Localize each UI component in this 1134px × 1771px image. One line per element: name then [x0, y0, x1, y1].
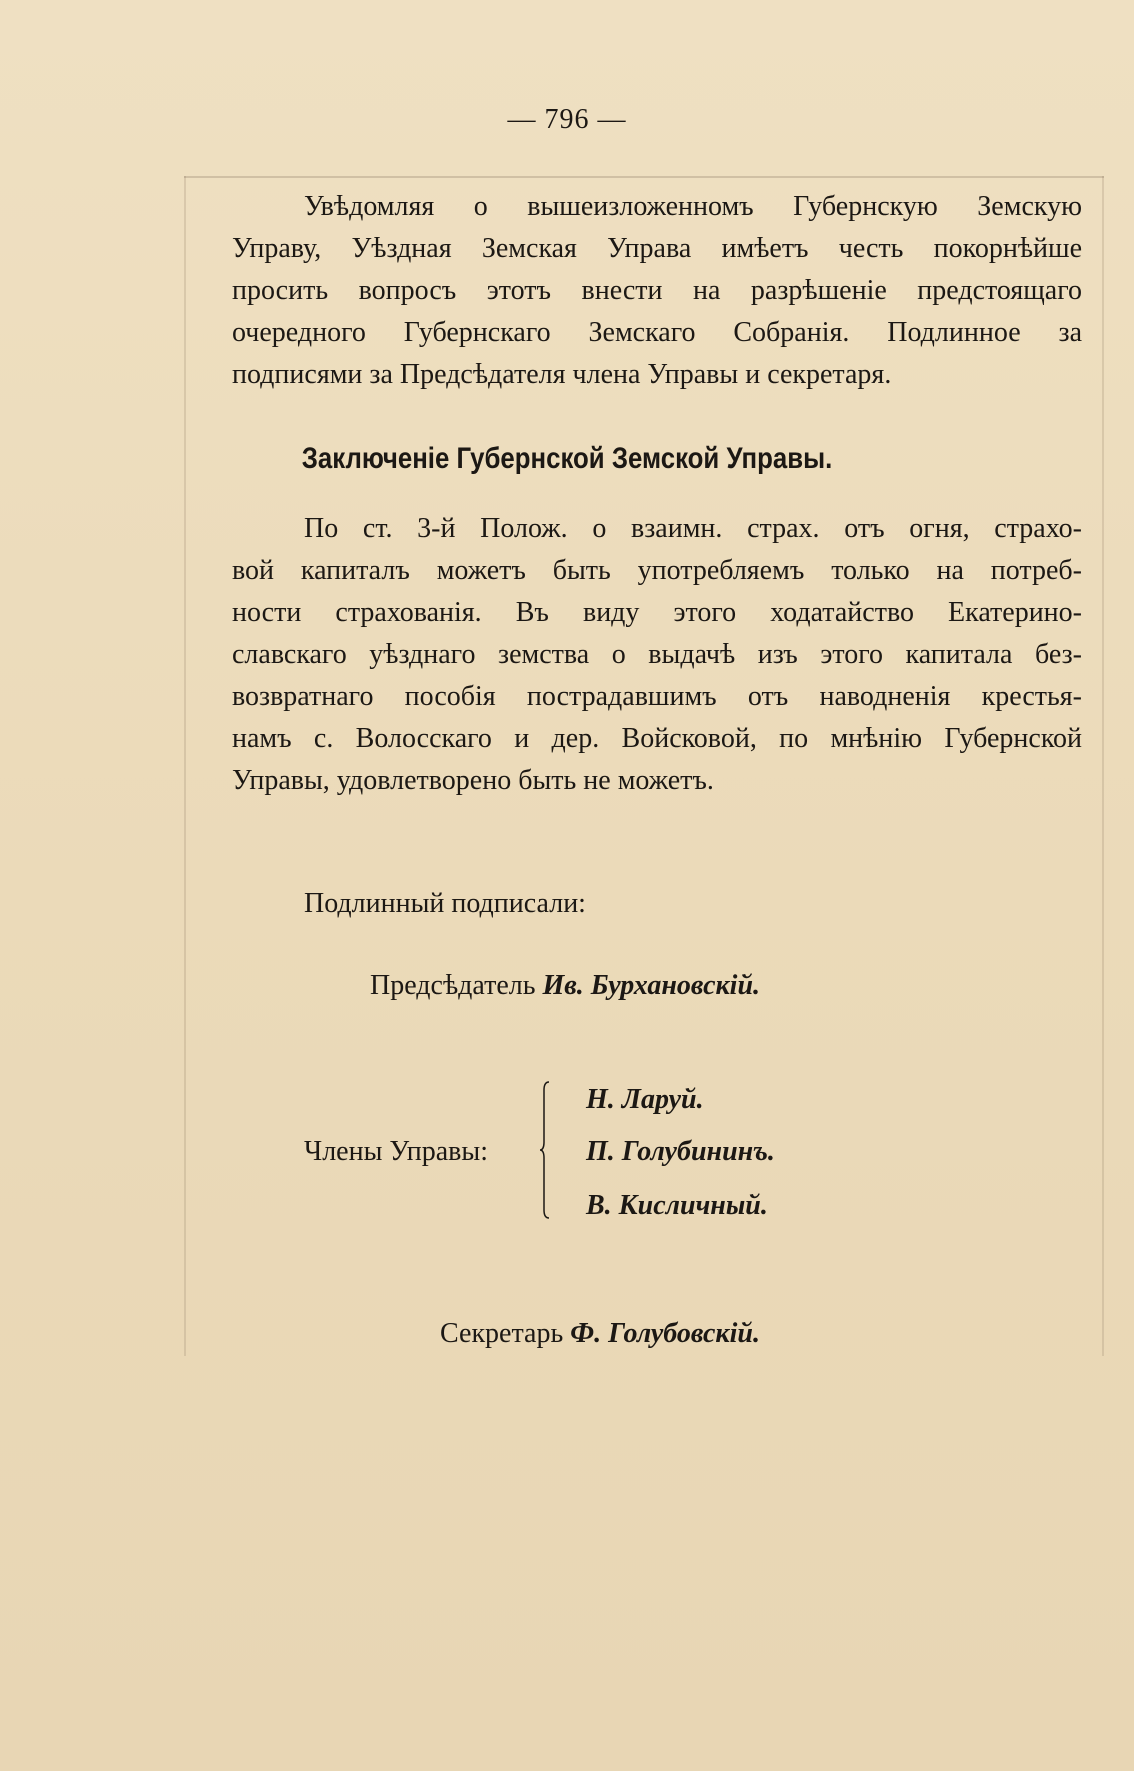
- members-label: Члены Управы:: [304, 1136, 488, 1167]
- curly-brace-icon: [540, 1080, 550, 1220]
- chairman-title: Предсѣдатель: [370, 970, 536, 1001]
- page-rule-top: [184, 176, 1104, 178]
- secretary-name: Ф. Голубовскій.: [570, 1318, 760, 1349]
- secretary-title: Секретарь: [440, 1318, 564, 1349]
- page-rule-right: [1102, 176, 1104, 1356]
- signed-label: Подлинный подписали:: [304, 888, 586, 919]
- paragraph-line: подписями за Предсѣдателя члена Управы и секретаря.: [232, 359, 892, 390]
- paragraph-line: Увѣдомляя о вышеизложенномъ Губернскую Земскую: [304, 191, 1082, 222]
- paragraph-conclusion: [232, 508, 1082, 802]
- secretary-signature: [440, 1318, 760, 1350]
- section-heading: Заключеніе Губернской Земской Управы.: [301, 442, 833, 475]
- chairman-name: Ив. Бурхановскій.: [542, 970, 761, 1001]
- page-rule-left: [184, 176, 186, 1356]
- paragraph-line: Управу, Уѣздная Земская Управа имѣетъ честь покорнѣйше: [232, 233, 1082, 264]
- paragraph-line: вой капиталъ можетъ быть употребляемъ только на потреб-: [232, 555, 1082, 586]
- member-name: П. Голубининъ.: [586, 1136, 775, 1167]
- paragraph-line: По ст. 3-й Полож. о взаимн. страх. отъ огня, страхо-: [304, 513, 1082, 544]
- paragraph-line: Управы, удовлетворено быть не можетъ.: [232, 765, 714, 796]
- paragraph-line: возвратнаго пособія пострадавшимъ отъ наводненія крестья-: [232, 681, 1082, 712]
- page-number: — 796 —: [507, 104, 627, 135]
- paragraph-line: просить вопросъ этотъ внести на разрѣшеніе предстоящаго: [232, 275, 1082, 306]
- member-name: В. Кисличный.: [586, 1190, 768, 1221]
- paragraph-line: очередного Губернскаго Земскаго Собранія. Подлинное за: [232, 317, 1082, 348]
- paragraph-line: славскаго уѣзднаго земства о выдачѣ изъ этого капитала без-: [232, 639, 1082, 670]
- member-name: Н. Ларуй.: [586, 1084, 704, 1115]
- paragraph-notification: [232, 186, 1082, 396]
- chairman-signature: [370, 970, 760, 1002]
- paragraph-line: намъ с. Волосскаго и дер. Войсковой, по мнѣнію Губернской: [232, 723, 1082, 754]
- paragraph-line: ности страхованія. Въ виду этого ходатайство Екатерино-: [232, 597, 1082, 628]
